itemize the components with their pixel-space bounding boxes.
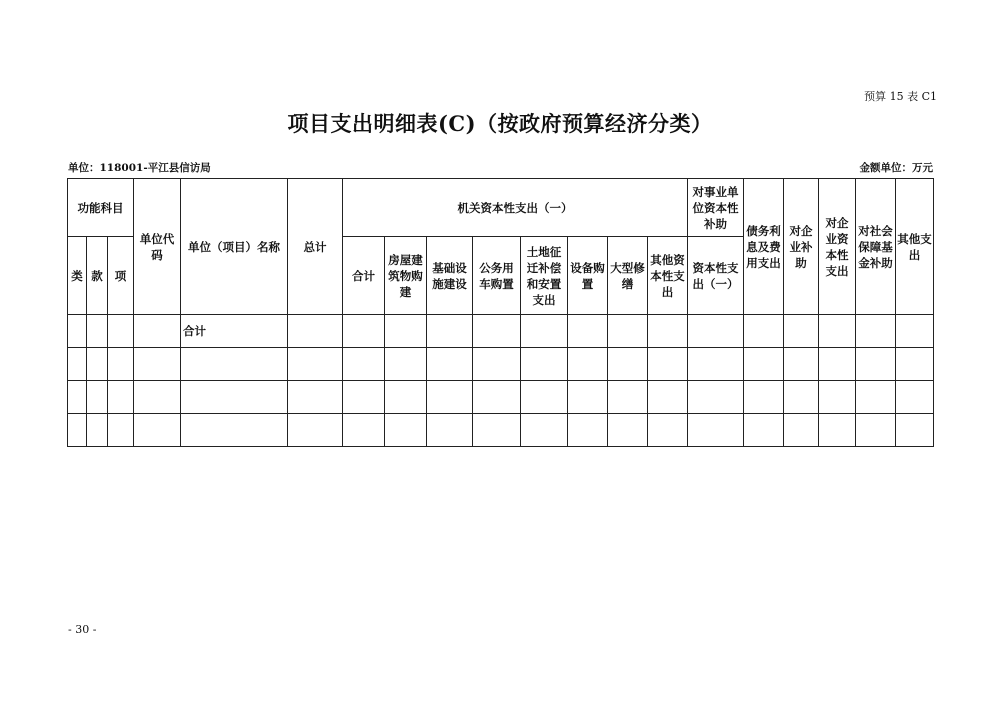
row-name: 合计 — [181, 315, 288, 348]
page-number: - 30 - — [68, 623, 97, 636]
col-func-subject: 功能科目 — [68, 179, 134, 237]
expenditure-table — [67, 178, 934, 447]
col-vehicles: 公务用车购置 — [473, 237, 521, 315]
row-name — [181, 381, 288, 414]
page-title: 项目支出明细表(C)（按政府预算经济分类） — [287, 111, 713, 136]
col-infrastructure: 基础设施建设 — [427, 237, 473, 315]
col-debt: 债务利息及费用支出 — [744, 179, 784, 315]
header-row-1 — [68, 179, 934, 237]
col-enterprise-capital: 对企业资本性支出 — [819, 179, 856, 315]
col-other: 其他支出 — [896, 179, 934, 315]
col-xiang: 项 — [108, 237, 134, 315]
col-total: 总计 — [288, 179, 343, 315]
table-row — [68, 315, 934, 348]
col-kuan: 款 — [87, 237, 108, 315]
col-lei: 类 — [68, 237, 87, 315]
col-unit-name: 单位（项目）名称 — [181, 179, 288, 315]
col-unit-code: 单位代码 — [134, 179, 181, 315]
table-row — [68, 348, 934, 381]
table-row — [68, 414, 934, 447]
table-row — [68, 381, 934, 414]
col-public-inst-capital: 资本性支出（一） — [688, 237, 744, 315]
col-buildings: 房屋建筑物购建 — [385, 237, 427, 315]
amount-unit-label: 金额单位：万元 — [859, 162, 933, 174]
unit-label: 单位：118001-平江县信访局 — [68, 162, 211, 174]
col-land: 土地征迁补偿和安置支出 — [521, 237, 568, 315]
col-capital-group: 机关资本性支出（一） — [343, 179, 688, 237]
col-enterprise-subsidy: 对企业补助 — [784, 179, 819, 315]
row-name — [181, 414, 288, 447]
col-public-inst-group: 对事业单位资本性补助 — [688, 179, 744, 237]
col-equipment: 设备购置 — [568, 237, 608, 315]
col-repair: 大型修缮 — [608, 237, 648, 315]
col-other-capital: 其他资本性支出 — [648, 237, 688, 315]
row-name — [181, 348, 288, 381]
col-social-security: 对社会保障基金补助 — [856, 179, 896, 315]
form-code: 预算 15 表 C1 — [864, 90, 937, 103]
col-subtotal: 合计 — [343, 237, 385, 315]
